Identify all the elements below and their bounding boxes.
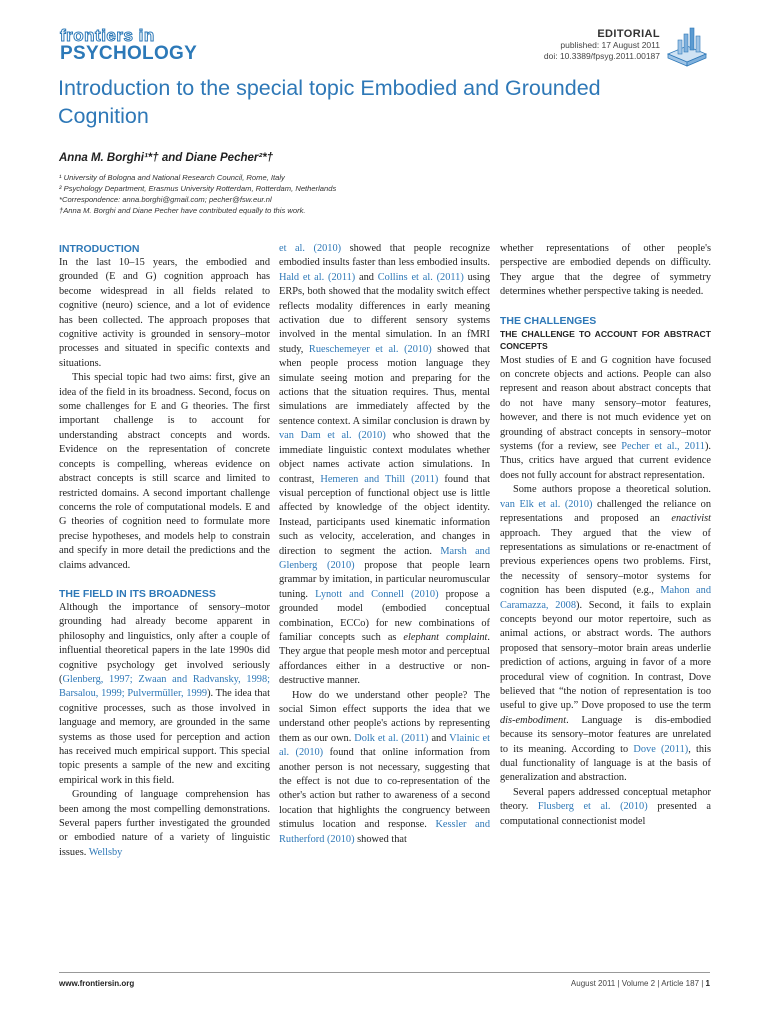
footer-issue: August 2011 | Volume 2 | Article 187 | <box>570 979 706 988</box>
journal-logo <box>60 28 197 64</box>
text-run: who showed that the immediate linguistic context modulates whether object names activate action simulations. In contrast, <box>279 430 490 485</box>
section-heading-introduction: INTRODUCTION <box>59 243 140 255</box>
text-run: Although the importance of sensory–motor grounding had already become apparent in philosophy and linguistics, only after a couple of influential theoretical papers in the late 1990s did cognitive psychology get involved seriously ( <box>59 601 270 685</box>
text-run: propose that people learn grammar by imitation, in particular neuromuscular tuning. <box>279 559 490 600</box>
text-run: . They argue that people mesh motor and perceptual affordances either in a destructive or non-destructive manner. <box>279 631 490 687</box>
emphasis: dis-embodiment <box>500 714 567 726</box>
citation-link[interactable]: Mahon and Caramazza, 2008 <box>500 585 711 611</box>
citation-link[interactable]: van Dam et al. (2010) <box>279 430 386 442</box>
citation-link[interactable]: Hemeren and Thill (2011) <box>320 473 439 485</box>
citation-link[interactable]: et al. (2010) <box>279 243 342 254</box>
text-run: How do we understand other people? The social Simon effect supports the idea that we understand other people's actions by representing them as our own. <box>279 689 490 744</box>
text-run: Grounding of language comprehension has been among the most compelling demonstrations. Several papers further investigated the grounded or embodied nature of a variety of linguistic issues. <box>59 789 270 858</box>
article-type: EDITORIAL <box>597 28 660 40</box>
citation-link[interactable]: Kessler and Rutherford (2010) <box>279 819 490 845</box>
citation-link[interactable]: Hald et al. (2011) <box>279 271 356 283</box>
text-run: Some authors propose a theoretical solution. <box>513 484 711 496</box>
text-run: found that visual perception of functional object use is little affected by knowledge of the object identity. Instead, participants used kinematic information such as velocity, acceleration, and changes in direction to segment the action. <box>279 473 490 557</box>
text-run: presented a computational connectionist model <box>500 801 711 827</box>
text-run: found that online information from another person is not necessary, suggesting that the effect is not due to co-representation of the other's action but rather to awareness of a second location that highlights the congruency between stimulus location and response. <box>279 747 490 831</box>
article-title: Introduction to the special topic Embodied and Grounded Cognition <box>58 76 601 128</box>
article-meta <box>544 28 660 62</box>
paragraph <box>279 689 490 847</box>
citation-link[interactable]: Vlainic et al. (2010) <box>279 732 490 759</box>
column-3 <box>500 242 711 829</box>
paragraph <box>500 354 711 484</box>
text-run: Several papers addressed conceptual metaphor theory. <box>500 786 711 813</box>
footer-divider <box>59 972 710 973</box>
text-run: , this dual functionality of language is at the basis of generalization and abstraction. <box>500 743 711 784</box>
affiliation-2: ² Psychology Department, Erasmus University Rotterdam, Rotterdam, Netherlands <box>59 184 337 193</box>
text-run: showed that when people process motion language they simulate seeing motion and preparing for the actions that the situation requires. Thus, mental simulations are immediately affected by the sentence context. A similar conclusion is drawn by <box>279 343 490 427</box>
citation-link[interactable]: Rueschemeyer et al. (2010) <box>308 343 432 355</box>
citation-link[interactable]: Marsh and Glenberg (2010) <box>279 545 491 571</box>
text-run: and <box>428 732 450 744</box>
affiliations <box>59 172 539 216</box>
citation-link[interactable]: Lynott and Connell (2010) <box>315 588 439 600</box>
section-heading-field: THE FIELD IN ITS BROADNESS <box>59 587 216 600</box>
citation-link[interactable]: Flusberg et al. (2010) <box>537 801 648 813</box>
journal-cube-icon <box>664 24 710 68</box>
affiliation-1: ¹ University of Bologna and National Research Council, Rome, Italy <box>59 173 285 182</box>
paragraph: This special topic had two aims: first, give an idea of the field in its broadness. Second, focus on some challenges for E and G theories. The first important challenge is to account for understanding abstract concepts and words. Evidence on the representation of concrete concepts is compelling, whereas evidence on abstract concepts is still scarce and limited to restricted domains. A second important challenge concerns the role of computational models. E and G theories of cognition need to formulate more precise hypotheses, and models help to constrain and specify in more detail the predictions and the claims advanced. <box>59 372 270 571</box>
paragraph: In the last 10–15 years, the embodied and grounded (E and G) cognition approach has become widespread in all fields related to cognitive (neuro) science, and a lot of evidence has been collected. The approach proposes that cognitive activity is grounded in sensory–motor processes and situated in specific contexts and situations. <box>59 257 270 369</box>
correspondence: *Correspondence: anna.borghi@gmail.com; pecher@fsw.eur.nl <box>59 195 272 204</box>
citation-link[interactable]: Pecher et al., 2011 <box>621 441 705 453</box>
text-run: challenged the reliance on representations and proposed an <box>500 498 711 525</box>
text-run: showed that people recognize embodied insults faster than less embodied insults. <box>279 243 491 269</box>
emphasis: elephant complaint <box>403 631 488 643</box>
logo-top-text: frontiers in <box>60 26 155 45</box>
subsection-heading-abstract: THE CHALLENGE TO ACCOUNT FOR ABSTRACT CONCEPTS <box>500 328 711 351</box>
text-run: Most studies of E and G cognition have focused on concrete objects and actions. People can also represent and reason about abstract concepts that do not have many sensory–motor features, however, and there is not much evidence yet on grounding of abstract concepts in sensory–motor systems (for a review, see <box>500 354 711 453</box>
published-date: published: 17 August 2011 <box>560 40 660 50</box>
emphasis: enactivist <box>671 513 711 525</box>
page-number: 1 <box>705 979 710 988</box>
footer-website[interactable]: www.frontiersin.org <box>59 979 135 988</box>
section-heading-challenges: THE CHALLENGES <box>500 314 597 327</box>
text-run: ). Second, it fails to explain concepts beyond our motor repertoire, such as animal actions, or abstract words. The authors proposed that sensory–motor brain areas underlie prediction of actions, arguing in favor of a more procedural view of cognition. In contrast, Dove believed that “the notion of representation is too useful to give up.” Dove proposed to use the term <box>500 599 712 712</box>
text-run: propose a grounded model (embodied conceptual combination, ECCo) for new combinations of familiar concepts such as <box>279 588 491 643</box>
text-run: approach. They argued that the view of representations as simulations or re-enactment of previous experiences opens two problems. First, the necessity of sensory–motor systems for cognition has been disputed (e.g., <box>500 527 711 597</box>
column-1 <box>59 242 270 860</box>
footer-issue-info <box>571 979 710 988</box>
paragraph <box>279 242 490 689</box>
citation-link[interactable]: Glenberg, 1997; Zwaan and Radvansky, 1998; Barsalou, 1999; Pulvermüller, 1999 <box>59 673 270 700</box>
column-2 <box>279 242 490 847</box>
text-run: . Language is dis-embodied because its sensory–motor features are unrelated to its meaning. According to <box>500 714 711 755</box>
text-run: and <box>355 271 378 283</box>
citation-link[interactable]: Collins et al. (2011) <box>377 271 464 283</box>
text-run: using ERPs, both showed that the modality switch effect reflects modality differences in early meaning activation due to different sensory systems involved in the mental simulation. In an fMRI study, <box>279 271 490 355</box>
text-run: showed that <box>354 833 407 845</box>
authors: Anna M. Borghi¹*† and Diane Pecher²*† <box>59 152 274 164</box>
paragraph <box>59 788 270 860</box>
text-run: ). Thus, critics have argued that current evidence does not fully account for abstract representation. <box>500 441 711 481</box>
citation-link[interactable]: Dolk et al. (2011) <box>354 732 429 744</box>
text-run: ). The idea that cognitive processes, such as those involved in language and memory, are grounded in the same systems as those used for perception and action has received much empirical support. This special topic presents a sample of the new and exciting empirical work in this field. <box>59 688 270 786</box>
paragraph <box>500 786 711 829</box>
equal-contribution-note: †Anna M. Borghi and Diane Pecher have contributed equally to this work. <box>59 206 306 215</box>
paragraph: whether representations of other people's perspective are embodied depends on difficulty. They argue that the degree of symmetry determines whether perspective taking is needed. <box>500 243 711 298</box>
citation-link[interactable]: van Elk et al. (2010) <box>500 498 593 510</box>
paragraph <box>59 601 270 788</box>
doi: doi: 10.3389/fpsyg.2011.00187 <box>543 51 660 61</box>
paragraph <box>500 483 711 786</box>
logo-bottom-text: PSYCHOLOGY <box>60 43 198 64</box>
citation-link[interactable]: Dove (2011) <box>633 743 689 755</box>
citation-link[interactable]: Wellsby <box>88 846 123 858</box>
